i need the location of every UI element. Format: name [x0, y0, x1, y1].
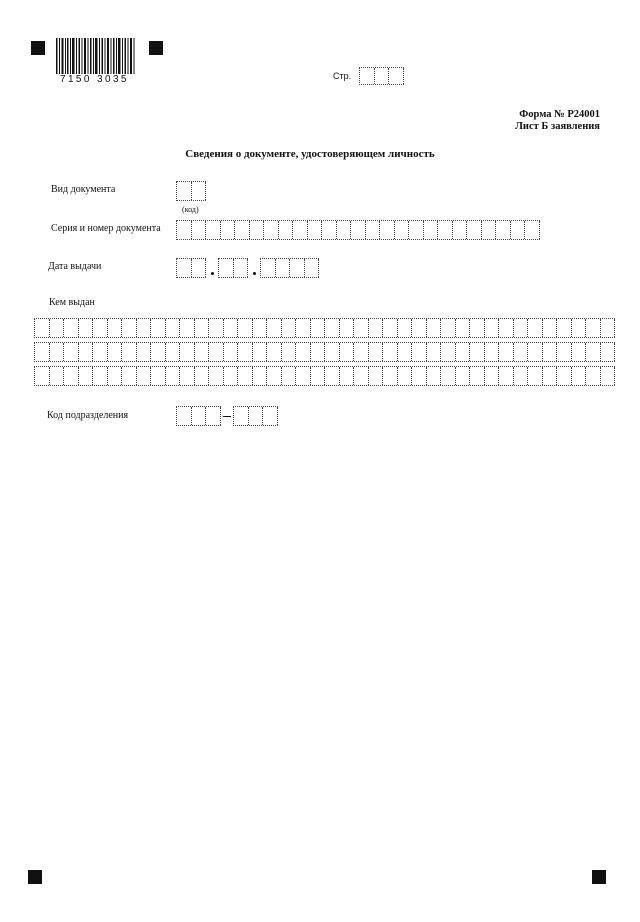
issue-day-cells[interactable] — [176, 258, 206, 278]
doc-type-cells[interactable] — [176, 181, 206, 201]
division-code-dash — [223, 416, 231, 417]
form-sheet: Лист Б заявления — [515, 121, 600, 132]
issued-by-row-3[interactable] — [34, 366, 615, 386]
series-number-label: Серия и номер документа — [51, 223, 161, 234]
issued-by-row-1[interactable] — [34, 318, 615, 338]
issue-date-label: Дата выдачи — [48, 261, 102, 272]
division-code-second-cells[interactable] — [233, 406, 278, 426]
issued-by-label: Кем выдан — [49, 297, 95, 308]
barcode-icon — [56, 38, 136, 74]
date-separator-dot — [211, 272, 214, 275]
barcode-number: 7150 3035 — [60, 74, 129, 85]
issued-by-row-2[interactable] — [34, 342, 615, 362]
corner-marker-bottom-right — [592, 870, 606, 884]
series-number-cells[interactable] — [176, 220, 540, 240]
division-code-label: Код подразделения — [47, 410, 129, 421]
page-number-cells[interactable] — [359, 67, 404, 85]
doc-type-hint: (код) — [182, 205, 199, 214]
form-number: Форма № Р24001 — [519, 109, 600, 120]
division-code-first-cells[interactable] — [176, 406, 221, 426]
issue-month-cells[interactable] — [218, 258, 248, 278]
corner-marker-bottom-left — [28, 870, 42, 884]
corner-marker-top-right — [149, 41, 163, 55]
page-label: Стр. — [333, 71, 352, 81]
date-separator-dot — [253, 272, 256, 275]
page-title: Сведения о документе, удостоверяющем личность — [185, 148, 435, 160]
doc-type-label: Вид документа — [51, 184, 116, 195]
issue-year-cells[interactable] — [260, 258, 319, 278]
corner-marker-top-left — [31, 41, 45, 55]
